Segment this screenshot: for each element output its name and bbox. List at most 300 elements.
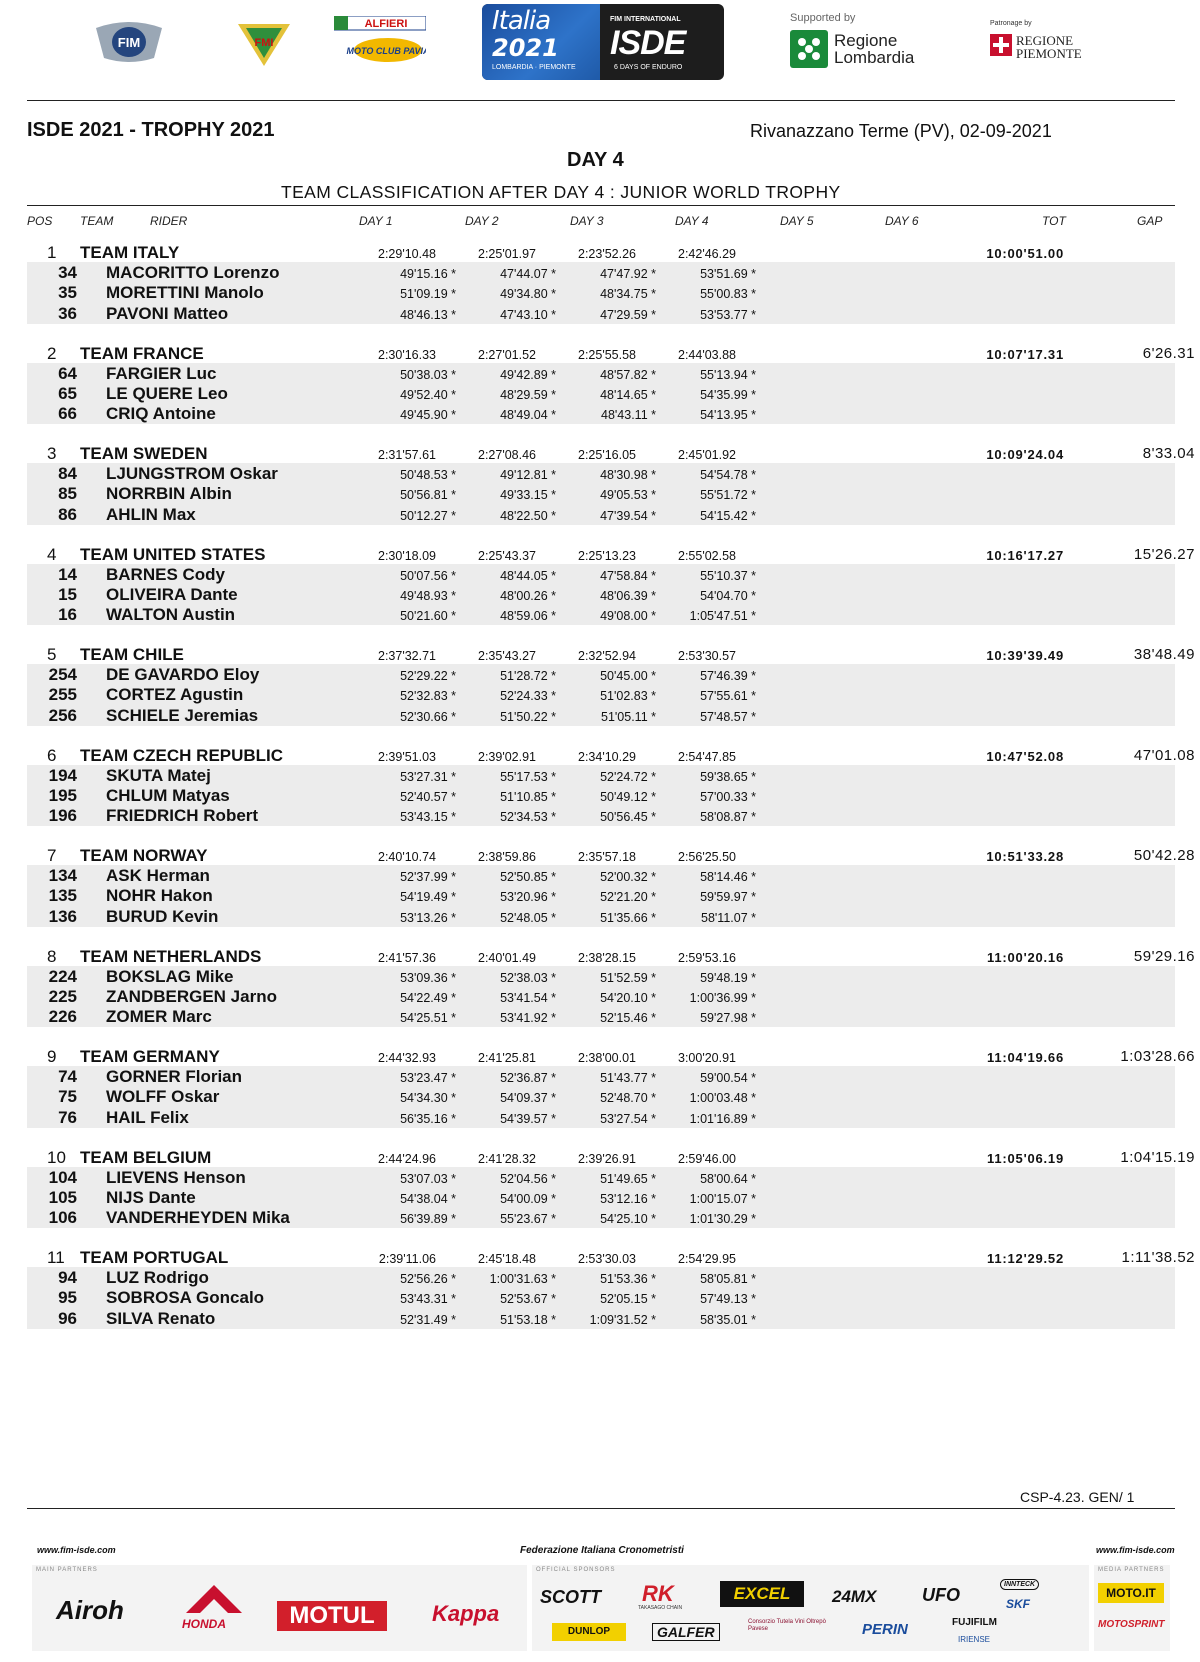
rider-day2-time: 48'59.06 *: [500, 609, 556, 624]
rider-day2-time: 51'50.22 *: [500, 709, 556, 724]
team-position: 4: [47, 544, 57, 564]
team-row: [27, 644, 1195, 665]
team-gap: 1:11'38.52: [1121, 1249, 1195, 1266]
rider-day4-time: 1:01'30.29 *: [689, 1212, 756, 1227]
lombardia-rose-icon: [790, 30, 828, 68]
rider-day3-time: 52'21.20 *: [600, 890, 656, 905]
rider-number: 84: [58, 464, 77, 484]
rider-day1-time: 50'48.53 *: [400, 468, 456, 483]
rider-name: NORRBIN Albin: [106, 484, 232, 504]
team-day4-time: 2:54'29.95: [678, 1252, 736, 1266]
rider-day4-time: 58'00.64 *: [700, 1171, 756, 1186]
rider-day1-time: 52'30.66 *: [400, 709, 456, 724]
rider-row: [27, 1086, 1175, 1107]
main-partners-box: MAIN PARTNERS Airoh HONDA MOTUL Kappa: [32, 1565, 527, 1651]
team-day3-time: 2:53'30.03: [578, 1252, 636, 1266]
rider-row: [27, 403, 1175, 424]
rider-name: WALTON Austin: [106, 605, 236, 625]
rider-day1-time: 54'19.49 *: [400, 890, 456, 905]
rider-day2-time: 48'29.59 *: [500, 387, 556, 402]
team-day2-time: 2:38'59.86: [478, 850, 536, 864]
team-row: [27, 544, 1195, 565]
rider-day2-time: 54'00.09 *: [500, 1191, 556, 1206]
team-name: TEAM GERMANY: [80, 1047, 220, 1066]
rider-name: CHLUM Matyas: [106, 785, 230, 805]
rider-day4-time: 1:01'16.89 *: [689, 1111, 756, 1126]
rider-row: [27, 383, 1175, 404]
rider-day3-time: 51'49.65 *: [600, 1171, 656, 1186]
rider-day3-time: 47'39.54 *: [600, 508, 656, 523]
rider-name: SKUTA Matej: [106, 765, 211, 785]
rider-row: [27, 1107, 1175, 1128]
rider-day1-time: 50'56.81 *: [400, 488, 456, 503]
rider-number: 64: [58, 363, 77, 383]
header-rule: [27, 100, 1175, 101]
rider-day3-time: 48'06.39 *: [600, 588, 656, 603]
sponsor-galfer: GALFER: [652, 1623, 720, 1641]
regione-lombardia-logo: Supported by Regione Lombardia: [790, 12, 915, 67]
rider-name: FRIEDRICH Robert: [106, 806, 259, 826]
team-gap: 50'42.28: [1133, 847, 1195, 864]
team-day2-time: 2:27'08.46: [478, 448, 536, 462]
team-total-time: 10:47'52.08: [986, 748, 1064, 764]
rider-day4-time: 57'49.13 *: [700, 1292, 756, 1307]
rider-day3-time: 51'35.66 *: [600, 910, 656, 925]
rider-day2-time: 52'50.85 *: [500, 870, 556, 885]
rider-day3-time: 52'48.70 *: [600, 1091, 656, 1106]
team-block: [0, 845, 1200, 931]
team-total-time: 10:39'39.49: [986, 648, 1064, 663]
team-block: [0, 946, 1200, 1032]
team-gap: 38'48.49: [1133, 646, 1195, 663]
rider-day3-time: 53'12.16 *: [600, 1191, 656, 1206]
team-day2-time: 2:40'01.49: [478, 950, 536, 965]
svg-text:ALFIERI: ALFIERI: [364, 18, 408, 30]
classification-subtitle: TEAM CLASSIFICATION AFTER DAY 4 : JUNIOR WORLD TROPHY: [281, 182, 841, 202]
rider-day4-time: 55'00.83 *: [700, 287, 756, 302]
sponsor-kappa: Kappa: [432, 1601, 500, 1626]
rider-number: 225: [48, 986, 77, 1006]
rider-day2-time: 48'44.05 *: [500, 568, 556, 583]
team-position: 1: [47, 243, 57, 262]
team-block: [0, 443, 1200, 529]
rider-day4-time: 54'35.99 *: [700, 387, 756, 402]
rider-name: CRIQ Antoine: [106, 404, 216, 424]
rider-day1-time: 50'38.03 *: [400, 367, 456, 382]
rider-day3-time: 49'05.53 *: [600, 488, 656, 503]
rider-day1-time: 52'32.83 *: [400, 689, 456, 704]
rider-name: DE GAVARDO Eloy: [106, 665, 260, 685]
sponsor-innteck: INNTECK: [1000, 1579, 1039, 1590]
piemonte-flag-icon: [990, 34, 1012, 56]
rider-number: 85: [58, 484, 77, 504]
rider-number: 16: [58, 605, 77, 625]
team-day1-time: 2:39'11.06: [378, 1252, 436, 1266]
rider-day2-time: 49'42.89 *: [500, 367, 556, 382]
rider-name: BOKSLAG Mike: [106, 966, 234, 986]
team-day2-time: 2:25'43.37: [478, 548, 536, 563]
team-gap: 1:03'28.66: [1120, 1048, 1195, 1065]
team-day3-time: 2:23'52.26: [578, 247, 636, 261]
team-block: [0, 242, 1200, 328]
media-moto-it: MOTO.IT: [1098, 1583, 1164, 1603]
team-position: 8: [47, 946, 57, 966]
rider-row: [27, 805, 1175, 826]
rider-name: BARNES Cody: [106, 564, 226, 584]
rider-day4-time: 53'53.77 *: [700, 307, 756, 322]
rider-number: 104: [48, 1167, 77, 1187]
rider-number: 66: [58, 404, 77, 424]
rider-day2-time: 55'23.67 *: [500, 1212, 556, 1227]
rider-day3-time: 51'05.11 *: [601, 709, 656, 724]
rider-number: 35: [58, 283, 77, 303]
rider-number: 106: [48, 1208, 77, 1228]
team-total-time: 10:07'17.31: [986, 346, 1064, 362]
team-day1-time: 2:39'51.03: [378, 749, 436, 764]
team-total-time: 10:00'51.00: [986, 246, 1064, 261]
table-header-rule: [27, 205, 1175, 206]
document-title: ISDE 2021 - TROPHY 2021: [27, 119, 275, 141]
rider-name: FARGIER Luc: [106, 363, 217, 383]
rider-row: [27, 262, 1175, 283]
rider-number: 94: [58, 1268, 77, 1288]
col-day5: DAY 5: [780, 214, 814, 228]
rider-number: 65: [58, 383, 77, 403]
rider-day4-time: 59'00.54 *: [700, 1071, 756, 1086]
rider-name: OLIVEIRA Dante: [106, 584, 238, 604]
sponsor-24mx: 24MX: [832, 1587, 877, 1606]
rider-day2-time: 52'34.53 *: [500, 810, 556, 825]
place-date: Rivanazzano Terme (PV), 02-09-2021: [750, 121, 1052, 141]
rider-day2-time: 51'28.72 *: [500, 669, 556, 684]
rider-number: 34: [58, 263, 77, 283]
honda-wing-icon: [184, 1583, 244, 1617]
team-total-time: 11:04'19.66: [987, 1050, 1064, 1065]
rider-day3-time: 48'14.65 *: [600, 387, 656, 402]
rider-day4-time: 58'35.01 *: [700, 1312, 756, 1327]
rider-day1-time: 53'23.47 *: [400, 1071, 456, 1086]
col-day4: DAY 4: [675, 214, 709, 228]
rider-day3-time: 48'34.75 *: [600, 287, 656, 302]
rider-day4-time: 54'15.42 *: [700, 508, 756, 523]
rider-day3-time: 51'43.77 *: [600, 1071, 656, 1086]
team-gap: 15'26.27: [1133, 545, 1195, 563]
team-row: [27, 242, 1175, 263]
team-day3-time: 2:39'26.91: [578, 1151, 636, 1166]
rider-day2-time: 53'20.96 *: [500, 890, 556, 905]
rider-day1-time: 56'39.89 *: [400, 1212, 456, 1227]
rider-number: 136: [48, 906, 77, 926]
rider-day3-time: 48'57.82 *: [600, 367, 656, 382]
rider-row: [27, 986, 1175, 1007]
rider-day4-time: 57'46.39 *: [700, 669, 756, 684]
rider-row: [27, 584, 1175, 605]
federation-label: Federazione Italiana Cronometristi: [520, 1545, 684, 1556]
media-motosprint: MOTOSPRINT: [1098, 1619, 1165, 1630]
rider-day2-time: 52'36.87 *: [500, 1071, 556, 1086]
rider-name: CORTEZ Agustin: [106, 685, 244, 705]
col-day6: DAY 6: [885, 214, 919, 228]
rider-row: [27, 303, 1175, 324]
rider-day2-time: 52'48.05 *: [500, 910, 556, 925]
rider-day4-time: 54'54.78 *: [700, 468, 756, 483]
rider-day2-time: 51'10.85 *: [500, 789, 556, 804]
team-day4-time: 2:53'30.57: [678, 649, 736, 663]
svg-text:FIM: FIM: [117, 35, 141, 50]
team-block: [0, 644, 1200, 730]
team-position: 2: [47, 343, 57, 363]
rider-day2-time: 47'44.07 *: [500, 267, 556, 282]
team-row: [27, 946, 1195, 967]
rider-day3-time: 54'20.10 *: [600, 990, 656, 1005]
team-gap: 6'26.31: [1142, 344, 1195, 362]
team-day3-time: 2:25'16.05: [578, 448, 636, 462]
rider-row: [27, 363, 1175, 384]
rider-day1-time: 53'43.31 *: [400, 1292, 456, 1307]
sponsor-perin: PERIN: [862, 1621, 908, 1638]
rider-row: [27, 906, 1175, 927]
team-day3-time: 2:25'13.23: [578, 548, 636, 563]
rider-day3-time: 47'47.92 *: [600, 267, 656, 282]
rider-day2-time: 49'33.15 *: [500, 488, 556, 503]
rider-name: LE QUERE Leo: [106, 383, 228, 403]
rider-number: 254: [48, 665, 77, 685]
col-day3: DAY 3: [570, 214, 604, 228]
fim-logo: [92, 18, 166, 64]
rider-row: [27, 1267, 1175, 1288]
team-day1-time: 2:40'10.74: [378, 850, 436, 864]
rider-day3-time: 52'24.72 *: [600, 769, 656, 784]
media-partners-box: MEDIA PARTNERS MOTO.IT MOTOSPRINT: [1094, 1565, 1170, 1651]
rider-row: [27, 564, 1175, 585]
team-total-time: 10:51'33.28: [986, 849, 1064, 864]
rider-row: [27, 966, 1175, 987]
rider-number: 36: [58, 303, 77, 323]
rider-day1-time: 49'15.16 *: [400, 267, 456, 282]
rider-day3-time: 51'02.83 *: [600, 689, 656, 704]
rider-day2-time: 52'53.67 *: [500, 1292, 556, 1307]
isde-2021-logo: Italia 2021 LOMBARDIA · PIEMONTE FIM INTERNATIONAL ISDE 6 DAYS OF ENDURO: [482, 4, 724, 80]
rider-day1-time: 54'34.30 *: [400, 1091, 456, 1106]
rider-day3-time: 51'52.59 *: [600, 970, 656, 985]
rider-number: 196: [48, 806, 77, 826]
rider-day4-time: 58'08.87 *: [700, 810, 756, 825]
rider-number: 86: [58, 504, 77, 524]
rider-day4-time: 1:00'03.48 *: [689, 1091, 756, 1106]
rider-day4-time: 58'05.81 *: [700, 1272, 756, 1287]
day-label: DAY 4: [567, 149, 624, 171]
rider-row: [27, 504, 1175, 525]
team-day1-time: 2:41'57.36: [378, 950, 436, 965]
rider-row: [27, 885, 1175, 906]
rider-name: VANDERHEYDEN Mika: [106, 1208, 290, 1228]
rider-day1-time: 50'21.60 *: [400, 609, 456, 624]
rider-day2-time: 1:00'31.63 *: [489, 1272, 556, 1287]
team-row: [27, 1247, 1195, 1268]
rider-number: 135: [48, 886, 77, 906]
svg-text:FMI: FMI: [254, 37, 274, 49]
rider-number: 74: [58, 1067, 77, 1087]
team-day1-time: 2:44'32.93: [378, 1051, 436, 1065]
team-name: TEAM UNITED STATES: [80, 544, 266, 564]
rider-day2-time: 48'00.26 *: [500, 588, 556, 603]
document-code: CSP-4.23. GEN/ 1: [1020, 1489, 1135, 1505]
rider-day2-time: 49'12.81 *: [500, 468, 556, 483]
rider-row: [27, 1167, 1175, 1188]
rider-day3-time: 49'08.00 *: [600, 609, 656, 624]
team-day1-time: 2:30'18.09: [378, 548, 436, 563]
team-day2-time: 2:41'25.81: [478, 1051, 536, 1065]
team-name: TEAM SWEDEN: [80, 444, 208, 463]
team-block: [0, 1147, 1200, 1233]
rider-day2-time: 53'41.54 *: [500, 990, 556, 1005]
rider-day2-time: 52'24.33 *: [500, 689, 556, 704]
rider-day1-time: 53'43.15 *: [400, 810, 456, 825]
col-day2: DAY 2: [465, 214, 499, 228]
rider-number: 224: [48, 966, 77, 986]
website-left[interactable]: www.fim-isde.com: [37, 1545, 116, 1555]
rider-day4-time: 57'55.61 *: [700, 689, 756, 704]
rider-row: [27, 1207, 1175, 1228]
rider-day4-time: 54'04.70 *: [700, 588, 756, 603]
team-name: TEAM NETHERLANDS: [80, 946, 262, 966]
sponsor-honda: HONDA: [182, 1617, 226, 1631]
team-day1-time: 2:31'57.61: [378, 448, 436, 462]
rider-day4-time: 59'48.19 *: [700, 970, 756, 985]
rider-day3-time: 47'58.84 *: [600, 568, 656, 583]
rider-name: NOHR Hakon: [106, 886, 213, 906]
rider-number: 195: [48, 785, 77, 805]
rider-row: [27, 1187, 1175, 1208]
rider-name: WOLFF Oskar: [106, 1087, 220, 1107]
team-position: 11: [47, 1248, 65, 1267]
team-day4-time: 2:59'53.16: [678, 950, 736, 965]
rider-day3-time: 53'27.54 *: [600, 1111, 656, 1126]
rider-row: [27, 604, 1175, 625]
svg-text:MOTO CLUB PAVIA: MOTO CLUB PAVIA: [346, 46, 426, 56]
team-row: [27, 745, 1195, 766]
rider-day2-time: 54'09.37 *: [500, 1091, 556, 1106]
rider-day4-time: 55'10.37 *: [700, 568, 756, 583]
rider-day2-time: 51'53.18 *: [500, 1312, 556, 1327]
team-day4-time: 2:59'46.00: [678, 1151, 736, 1166]
team-day3-time: 2:35'57.18: [578, 850, 636, 864]
rider-day4-time: 1:00'15.07 *: [689, 1191, 756, 1206]
regione-piemonte-logo: Patronage by REGIONE PIEMONTE: [990, 20, 1082, 61]
team-day1-time: 2:44'24.96: [378, 1151, 436, 1166]
rider-day1-time: 53'09.36 *: [400, 970, 456, 985]
rider-number: 76: [58, 1107, 77, 1127]
rider-day2-time: 47'43.10 *: [500, 307, 556, 322]
rider-day1-time: 51'09.19 *: [400, 287, 456, 302]
rider-name: HAIL Felix: [106, 1107, 189, 1127]
rider-row: [27, 865, 1175, 886]
team-row: [27, 1147, 1195, 1168]
sponsor-rk-sub: TAKASAGO CHAIN: [638, 1605, 683, 1611]
rider-day4-time: 59'38.65 *: [700, 769, 756, 784]
rider-row: [27, 1287, 1175, 1308]
rider-day4-time: 59'59.97 *: [700, 890, 756, 905]
team-row: [27, 343, 1195, 364]
team-day1-time: 2:29'10.48: [378, 247, 436, 261]
team-gap: 47'01.08: [1133, 746, 1195, 764]
team-block: [0, 544, 1200, 630]
rider-row: [27, 705, 1175, 726]
team-total-time: 11:00'20.16: [987, 949, 1064, 965]
sponsor-rk: RK: [642, 1581, 674, 1606]
team-day1-time: 2:37'32.71: [378, 649, 436, 663]
sponsor-skf: SKF: [1006, 1597, 1030, 1611]
team-day4-time: 2:45'01.92: [678, 448, 736, 462]
rider-day3-time: 47'29.59 *: [600, 307, 656, 322]
team-day4-time: 2:55'02.58: [678, 548, 736, 563]
team-total-time: 10:09'24.04: [986, 447, 1064, 462]
rider-number: 95: [58, 1288, 77, 1308]
rider-row: [27, 483, 1175, 504]
rider-day2-time: 53'41.92 *: [500, 1011, 556, 1026]
team-row: [27, 443, 1195, 464]
team-day2-time: 2:25'01.97: [478, 247, 536, 261]
rider-number: 105: [48, 1187, 77, 1207]
rider-number: 255: [48, 685, 77, 705]
rider-day3-time: 50'45.00 *: [600, 669, 656, 684]
sponsor-oltrepo: Consorzio Tutela Vini Oltrepò Pavese: [748, 1619, 826, 1632]
rider-number: 226: [48, 1007, 77, 1027]
team-block: [0, 1247, 1200, 1333]
rider-day2-time: 52'04.56 *: [500, 1171, 556, 1186]
rider-row: [27, 664, 1175, 685]
rider-day3-time: 48'30.98 *: [600, 468, 656, 483]
rider-number: 256: [48, 705, 77, 725]
rider-row: [27, 1006, 1175, 1027]
team-position: 5: [47, 645, 57, 664]
team-day3-time: 2:34'10.29: [578, 749, 636, 764]
official-sponsors-box: OFFICIAL SPONSORS SCOTT RK TAKASAGO CHAIN EXCEL 24MX UFO INNTECK SKF DUNLOP GALFER Consorzio Tutela Vini Oltrepò Pavese PERIN FUJIFILM IRIENSE: [532, 1565, 1089, 1651]
rider-day3-time: 52'15.46 *: [600, 1011, 656, 1026]
rider-row: [27, 785, 1175, 806]
rider-day1-time: 54'38.04 *: [400, 1191, 456, 1206]
fmi-logo: [236, 20, 292, 68]
team-name: TEAM BELGIUM: [80, 1147, 212, 1167]
rider-row: [27, 765, 1175, 786]
team-position: 6: [47, 745, 57, 765]
rider-day4-time: 59'27.98 *: [700, 1011, 756, 1026]
rider-number: 15: [58, 584, 77, 604]
rider-day1-time: 50'07.56 *: [400, 568, 456, 583]
rider-day1-time: 53'07.03 *: [400, 1171, 456, 1186]
website-right[interactable]: www.fim-isde.com: [1096, 1545, 1175, 1555]
rider-day3-time: 52'05.15 *: [600, 1292, 656, 1307]
team-block: [0, 343, 1200, 429]
rider-day3-time: 52'00.32 *: [600, 870, 656, 885]
footer-rule: [27, 1508, 1175, 1509]
rider-name: MACORITTO Lorenzo: [106, 263, 280, 283]
rider-name: PAVONI Matteo: [106, 303, 229, 323]
team-name: TEAM NORWAY: [80, 846, 208, 865]
rider-day1-time: 52'31.49 *: [400, 1312, 456, 1327]
team-day4-time: 2:42'46.29: [678, 247, 736, 261]
sponsor-ufo: UFO: [922, 1585, 960, 1605]
team-name: TEAM CHILE: [80, 645, 184, 664]
rider-day1-time: 56'35.16 *: [400, 1111, 456, 1126]
sponsor-airoh: Airoh: [56, 1595, 124, 1625]
rider-name: LIEVENS Henson: [106, 1167, 246, 1187]
rider-day1-time: 52'37.99 *: [400, 870, 456, 885]
rider-day3-time: 50'56.45 *: [600, 810, 656, 825]
rider-day1-time: 53'13.26 *: [400, 910, 456, 925]
rider-day4-time: 55'13.94 *: [700, 367, 756, 382]
team-gap: 8'33.04: [1142, 445, 1195, 462]
